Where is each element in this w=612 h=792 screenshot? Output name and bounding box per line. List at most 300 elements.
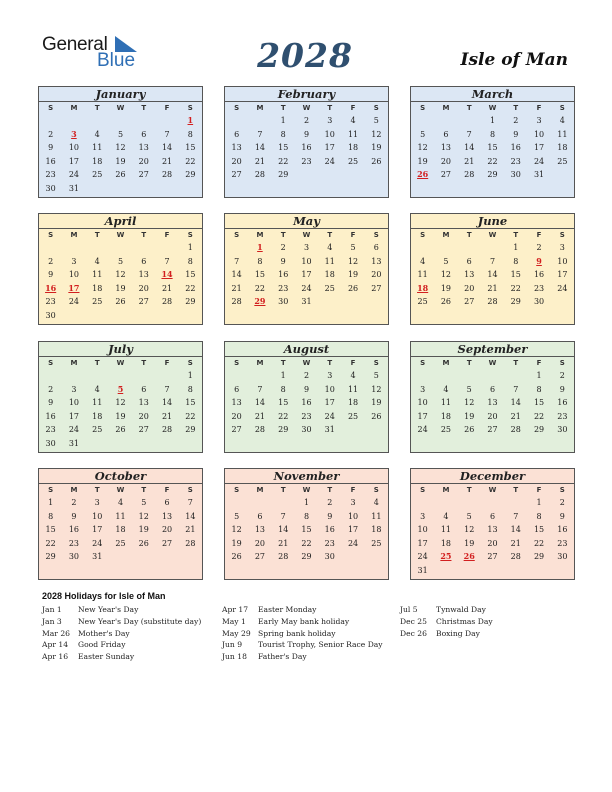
day-cell: 19 bbox=[464, 538, 475, 548]
week-row bbox=[411, 141, 574, 155]
week-row bbox=[225, 155, 388, 169]
empty-cell bbox=[434, 369, 457, 383]
holiday-date: Dec 25 bbox=[400, 616, 427, 626]
day-cell: 4 bbox=[117, 498, 124, 507]
weekday-label: F bbox=[536, 104, 542, 112]
week-row bbox=[39, 410, 202, 424]
empty-cell bbox=[411, 114, 434, 128]
holiday-item bbox=[222, 604, 383, 616]
day-cell: 11 bbox=[92, 143, 103, 153]
day-cell: 3 bbox=[327, 116, 333, 125]
day-cell: 15 bbox=[533, 398, 545, 408]
day-cell: 1 bbox=[48, 498, 54, 507]
day-cell: 27 bbox=[161, 538, 173, 548]
weekday-label: M bbox=[70, 359, 78, 367]
day-cell: 28 bbox=[278, 552, 289, 562]
weekday-label: T bbox=[466, 359, 472, 367]
day-cell: 28 bbox=[231, 297, 242, 307]
day-cell: 24 bbox=[557, 283, 568, 293]
empty-cell bbox=[458, 564, 481, 578]
day-cell: 7 bbox=[234, 256, 240, 266]
empty-cell bbox=[179, 309, 202, 323]
holiday-day-cell: 26 bbox=[417, 169, 429, 180]
holiday-item bbox=[42, 604, 201, 616]
week-row bbox=[411, 383, 574, 397]
day-cell: 11 bbox=[371, 511, 382, 521]
week-row bbox=[39, 437, 202, 451]
holiday-day-cell: 9 bbox=[536, 255, 542, 266]
day-cell: 30 bbox=[533, 297, 545, 307]
day-cell: 4 bbox=[443, 384, 449, 394]
day-cell: 26 bbox=[115, 425, 126, 435]
day-cell: 22 bbox=[487, 156, 498, 166]
day-cell: 13 bbox=[138, 398, 149, 408]
day-cell: 20 bbox=[440, 156, 452, 166]
day-cell: 21 bbox=[510, 538, 521, 548]
day-cell: 26 bbox=[138, 538, 149, 548]
weekday-label: T bbox=[94, 104, 100, 112]
day-cell: 16 bbox=[557, 398, 568, 408]
day-cell: 23 bbox=[557, 411, 568, 421]
empty-cell bbox=[481, 241, 504, 255]
day-cell: 14 bbox=[185, 511, 196, 521]
day-cell: 16 bbox=[557, 525, 568, 535]
day-cell: 21 bbox=[161, 283, 173, 293]
weekday-label: S bbox=[48, 359, 54, 367]
day-cell: 25 bbox=[347, 156, 359, 166]
week-row bbox=[39, 255, 202, 269]
day-cell: 15 bbox=[185, 270, 196, 280]
day-cell: 12 bbox=[371, 384, 382, 394]
month-april bbox=[38, 213, 203, 325]
day-cell: 7 bbox=[489, 256, 496, 266]
logo-blue-text: Blue bbox=[97, 50, 136, 71]
weekday-label: W bbox=[488, 359, 497, 367]
day-cell: 22 bbox=[301, 538, 312, 548]
weekday-label: F bbox=[350, 486, 356, 494]
day-cell: 30 bbox=[45, 438, 56, 448]
weekday-label: W bbox=[488, 486, 497, 494]
day-cell: 9 bbox=[48, 143, 54, 153]
month-may bbox=[224, 213, 389, 325]
day-cell: 20 bbox=[138, 411, 149, 421]
month-name: July bbox=[39, 342, 202, 357]
day-cell: 14 bbox=[161, 143, 173, 153]
holiday-date: Jul 5 bbox=[400, 605, 418, 614]
day-cell: 13 bbox=[487, 525, 498, 535]
day-cell: 9 bbox=[303, 384, 310, 394]
day-cell: 19 bbox=[231, 538, 242, 548]
weekday-label: T bbox=[94, 359, 100, 367]
day-cell: 17 bbox=[68, 156, 80, 166]
holiday-item bbox=[400, 616, 493, 628]
day-cell: 24 bbox=[347, 538, 359, 548]
day-cell: 16 bbox=[278, 270, 289, 280]
week-row bbox=[39, 268, 202, 282]
day-cell: 16 bbox=[45, 411, 56, 421]
weekday-label: F bbox=[536, 231, 542, 239]
day-cell: 6 bbox=[489, 384, 496, 394]
empty-cell bbox=[109, 309, 132, 323]
day-cell: 17 bbox=[557, 270, 568, 280]
weekday-label: S bbox=[234, 104, 240, 112]
weekday-label: S bbox=[559, 359, 565, 367]
day-cell: 3 bbox=[327, 371, 333, 380]
day-cell: 7 bbox=[513, 511, 519, 521]
day-cell: 20 bbox=[138, 283, 149, 293]
day-cell: 15 bbox=[254, 270, 266, 280]
weekday-label: W bbox=[116, 231, 125, 239]
day-cell: 3 bbox=[94, 498, 100, 507]
day-cell: 4 bbox=[327, 243, 333, 252]
day-cell: 18 bbox=[115, 525, 126, 535]
empty-cell bbox=[481, 564, 504, 578]
weekday-label: S bbox=[420, 104, 426, 112]
day-cell: 10 bbox=[324, 129, 335, 139]
day-cell: 14 bbox=[464, 143, 475, 153]
weekday-label: T bbox=[327, 359, 333, 367]
day-cell: 14 bbox=[231, 270, 242, 280]
day-cell: 22 bbox=[533, 411, 545, 421]
empty-cell bbox=[411, 496, 434, 510]
month-january bbox=[38, 86, 203, 198]
day-cell: 23 bbox=[278, 283, 289, 293]
day-cell: 17 bbox=[417, 538, 428, 548]
day-cell: 26 bbox=[464, 425, 475, 435]
day-cell: 1 bbox=[489, 116, 496, 125]
weekday-label: W bbox=[302, 486, 311, 494]
holiday-date: Mar 26 bbox=[42, 628, 71, 638]
day-cell: 24 bbox=[68, 170, 80, 180]
empty-cell bbox=[132, 114, 155, 128]
weekday-label: S bbox=[234, 486, 240, 494]
empty-cell bbox=[341, 295, 364, 309]
day-cell: 31 bbox=[301, 297, 312, 307]
empty-cell bbox=[365, 423, 388, 437]
week-row bbox=[411, 114, 574, 128]
holiday-date: May 29 bbox=[222, 628, 251, 638]
day-cell: 20 bbox=[231, 411, 242, 421]
holiday-date: Jan 3 bbox=[42, 616, 62, 626]
weekday-label: W bbox=[116, 486, 125, 494]
month-name: December bbox=[411, 469, 574, 484]
day-cell: 10 bbox=[557, 256, 568, 266]
holiday-item bbox=[42, 639, 201, 651]
day-cell: 8 bbox=[489, 129, 496, 139]
day-cell: 28 bbox=[161, 425, 173, 435]
week-row bbox=[411, 155, 574, 169]
day-cell: 18 bbox=[440, 411, 452, 421]
weekday-label: S bbox=[48, 231, 54, 239]
day-cell: 26 bbox=[115, 297, 126, 307]
empty-cell bbox=[132, 550, 155, 564]
day-cell: 25 bbox=[324, 283, 335, 293]
month-name: February bbox=[225, 87, 388, 102]
day-cell: 31 bbox=[92, 552, 103, 562]
day-cell: 25 bbox=[371, 538, 382, 548]
day-cell: 24 bbox=[324, 411, 335, 421]
day-cell: 13 bbox=[138, 270, 149, 280]
day-cell: 30 bbox=[278, 297, 289, 307]
day-cell: 16 bbox=[301, 398, 312, 408]
holiday-date: Apr 16 bbox=[42, 652, 69, 662]
empty-cell bbox=[39, 241, 62, 255]
weekday-label: F bbox=[350, 231, 356, 239]
weekday-label: F bbox=[164, 359, 170, 367]
day-cell: 24 bbox=[417, 425, 428, 435]
day-cell: 12 bbox=[440, 270, 452, 280]
week-row bbox=[225, 410, 388, 424]
day-cell: 8 bbox=[536, 384, 542, 394]
day-cell: 7 bbox=[164, 384, 170, 394]
week-row bbox=[39, 550, 202, 564]
day-cell: 11 bbox=[115, 511, 126, 521]
month-name: May bbox=[225, 214, 388, 229]
week-row bbox=[39, 496, 202, 510]
day-cell: 28 bbox=[464, 170, 475, 180]
day-cell: 28 bbox=[161, 297, 173, 307]
weekday-label: S bbox=[234, 231, 240, 239]
weekday-label: F bbox=[350, 104, 356, 112]
day-cell: 3 bbox=[420, 511, 426, 521]
day-cell: 8 bbox=[257, 256, 263, 266]
holiday-name: Christmas Day bbox=[436, 616, 493, 626]
empty-cell bbox=[248, 369, 271, 383]
day-cell: 4 bbox=[373, 498, 379, 507]
day-cell: 14 bbox=[510, 398, 521, 408]
holiday-name: Spring bank holiday bbox=[258, 628, 336, 638]
day-cell: 19 bbox=[371, 398, 382, 408]
holiday-day-cell: 3 bbox=[71, 128, 77, 139]
weekday-label: M bbox=[256, 486, 264, 494]
empty-cell bbox=[225, 369, 248, 383]
day-cell: 10 bbox=[68, 398, 80, 408]
week-row bbox=[39, 523, 202, 537]
month-june bbox=[410, 213, 575, 325]
holiday-name: Father's Day bbox=[258, 652, 307, 662]
empty-cell bbox=[155, 550, 178, 564]
day-cell: 28 bbox=[254, 425, 266, 435]
holiday-day-cell: 1 bbox=[257, 242, 263, 252]
day-cell: 2 bbox=[48, 256, 54, 266]
weekday-header bbox=[411, 484, 574, 496]
day-cell: 31 bbox=[68, 183, 80, 193]
empty-cell bbox=[411, 369, 434, 383]
day-cell: 19 bbox=[464, 411, 475, 421]
day-cell: 24 bbox=[324, 156, 335, 166]
week-row bbox=[411, 423, 574, 437]
general-blue-logo bbox=[42, 34, 142, 74]
day-cell: 9 bbox=[513, 129, 519, 139]
empty-cell bbox=[527, 564, 550, 578]
week-row bbox=[411, 295, 574, 309]
holiday-name: Good Friday bbox=[78, 640, 126, 650]
day-cell: 26 bbox=[371, 156, 382, 166]
day-cell: 2 bbox=[48, 129, 54, 139]
day-cell: 2 bbox=[327, 498, 333, 507]
weekday-label: S bbox=[373, 231, 379, 239]
empty-cell bbox=[318, 168, 341, 182]
day-cell: 9 bbox=[48, 270, 54, 280]
day-cell: 12 bbox=[231, 525, 242, 535]
weekday-label: W bbox=[116, 104, 125, 112]
day-cell: 31 bbox=[417, 565, 428, 575]
day-cell: 21 bbox=[254, 156, 266, 166]
empty-cell bbox=[155, 369, 178, 383]
week-row bbox=[411, 523, 574, 537]
empty-cell bbox=[365, 550, 388, 564]
weekday-label: S bbox=[373, 359, 379, 367]
day-cell: 6 bbox=[257, 511, 263, 521]
day-cell: 15 bbox=[278, 143, 289, 153]
day-cell: 17 bbox=[324, 143, 335, 153]
day-cell: 30 bbox=[45, 183, 56, 193]
day-cell: 27 bbox=[231, 170, 242, 180]
day-cell: 8 bbox=[280, 384, 286, 394]
week-row bbox=[39, 423, 202, 437]
day-cell: 24 bbox=[68, 297, 80, 307]
day-cell: 17 bbox=[417, 411, 428, 421]
day-cell: 8 bbox=[48, 511, 54, 521]
day-cell: 13 bbox=[464, 270, 475, 280]
day-cell: 27 bbox=[487, 552, 498, 562]
week-row bbox=[411, 168, 574, 182]
weekday-header bbox=[411, 102, 574, 114]
month-name: January bbox=[39, 87, 202, 102]
day-cell: 2 bbox=[536, 243, 542, 252]
day-cell: 1 bbox=[280, 371, 286, 380]
week-row bbox=[39, 383, 202, 397]
weekday-header bbox=[225, 229, 388, 241]
day-cell: 25 bbox=[440, 425, 452, 435]
day-cell: 25 bbox=[115, 538, 126, 548]
month-name: October bbox=[39, 469, 202, 484]
empty-cell bbox=[39, 369, 62, 383]
day-cell: 4 bbox=[559, 116, 565, 125]
month-name: September bbox=[411, 342, 574, 357]
day-cell: 16 bbox=[510, 143, 521, 153]
empty-cell bbox=[86, 437, 109, 451]
empty-cell bbox=[365, 295, 388, 309]
day-cell: 2 bbox=[513, 116, 519, 125]
day-cell: 23 bbox=[45, 297, 56, 307]
holiday-day-cell: 25 bbox=[440, 551, 452, 562]
weekday-label: M bbox=[256, 104, 264, 112]
holiday-name: Tynwald Day bbox=[436, 605, 486, 614]
empty-cell bbox=[341, 168, 364, 182]
day-cell: 2 bbox=[303, 371, 310, 380]
empty-cell bbox=[39, 114, 62, 128]
day-cell: 26 bbox=[371, 411, 382, 421]
weekday-label: T bbox=[327, 231, 333, 239]
weekday-label: T bbox=[280, 359, 286, 367]
weekday-label: S bbox=[420, 359, 426, 367]
day-cell: 15 bbox=[45, 525, 56, 535]
weekday-label: W bbox=[116, 359, 125, 367]
weekday-label: M bbox=[70, 104, 78, 112]
weekday-label: F bbox=[164, 231, 170, 239]
day-cell: 22 bbox=[278, 411, 289, 421]
holiday-day-cell: 26 bbox=[463, 551, 475, 562]
day-cell: 31 bbox=[324, 425, 335, 435]
day-cell: 22 bbox=[185, 156, 196, 166]
day-cell: 19 bbox=[371, 143, 382, 153]
empty-cell bbox=[179, 437, 202, 451]
month-august bbox=[224, 341, 389, 453]
weekday-label: T bbox=[141, 231, 147, 239]
holiday-date: Apr 14 bbox=[42, 640, 69, 650]
day-cell: 9 bbox=[559, 384, 565, 394]
day-cell: 1 bbox=[187, 243, 193, 252]
holiday-day-cell: 29 bbox=[254, 296, 266, 307]
holiday-item bbox=[42, 616, 201, 628]
day-cell: 9 bbox=[48, 398, 54, 408]
day-cell: 15 bbox=[301, 525, 312, 535]
day-cell: 30 bbox=[324, 552, 335, 562]
day-cell: 18 bbox=[347, 143, 359, 153]
day-cell: 5 bbox=[117, 129, 124, 139]
week-row bbox=[411, 128, 574, 142]
empty-cell bbox=[504, 564, 527, 578]
day-cell: 20 bbox=[254, 538, 266, 548]
day-cell: 16 bbox=[45, 156, 56, 166]
weekday-label: M bbox=[442, 359, 450, 367]
week-row bbox=[39, 128, 202, 142]
day-cell: 16 bbox=[324, 525, 335, 535]
day-cell: 23 bbox=[68, 538, 80, 548]
empty-cell bbox=[225, 114, 248, 128]
weekday-label: F bbox=[536, 486, 542, 494]
day-cell: 17 bbox=[324, 398, 335, 408]
weekday-header bbox=[225, 102, 388, 114]
empty-cell bbox=[155, 309, 178, 323]
weekday-label: M bbox=[442, 104, 450, 112]
empty-cell bbox=[132, 241, 155, 255]
day-cell: 11 bbox=[440, 525, 452, 535]
day-cell: 19 bbox=[115, 411, 126, 421]
day-cell: 26 bbox=[115, 170, 126, 180]
day-cell: 5 bbox=[373, 371, 379, 380]
day-cell: 31 bbox=[533, 170, 545, 180]
day-cell: 1 bbox=[536, 498, 542, 507]
day-cell: 25 bbox=[92, 170, 103, 180]
day-cell: 6 bbox=[489, 511, 496, 521]
weekday-label: T bbox=[466, 486, 472, 494]
empty-cell bbox=[86, 369, 109, 383]
week-row bbox=[225, 550, 388, 564]
day-cell: 6 bbox=[141, 384, 147, 394]
day-cell: 9 bbox=[559, 511, 565, 521]
day-cell: 18 bbox=[371, 525, 382, 535]
day-cell: 8 bbox=[280, 129, 286, 139]
empty-cell bbox=[62, 369, 85, 383]
empty-cell bbox=[179, 182, 202, 196]
holiday-day-cell: 1 bbox=[187, 115, 194, 125]
day-cell: 13 bbox=[487, 398, 498, 408]
holiday-item bbox=[400, 628, 493, 640]
holiday-column bbox=[400, 604, 493, 639]
weekday-header bbox=[225, 484, 388, 496]
week-row bbox=[39, 141, 202, 155]
empty-cell bbox=[62, 114, 85, 128]
day-cell: 22 bbox=[533, 538, 545, 548]
day-cell: 9 bbox=[303, 129, 310, 139]
day-cell: 5 bbox=[234, 511, 240, 521]
day-cell: 22 bbox=[45, 538, 56, 548]
week-row bbox=[411, 537, 574, 551]
day-cell: 23 bbox=[510, 156, 521, 166]
day-cell: 22 bbox=[510, 283, 521, 293]
